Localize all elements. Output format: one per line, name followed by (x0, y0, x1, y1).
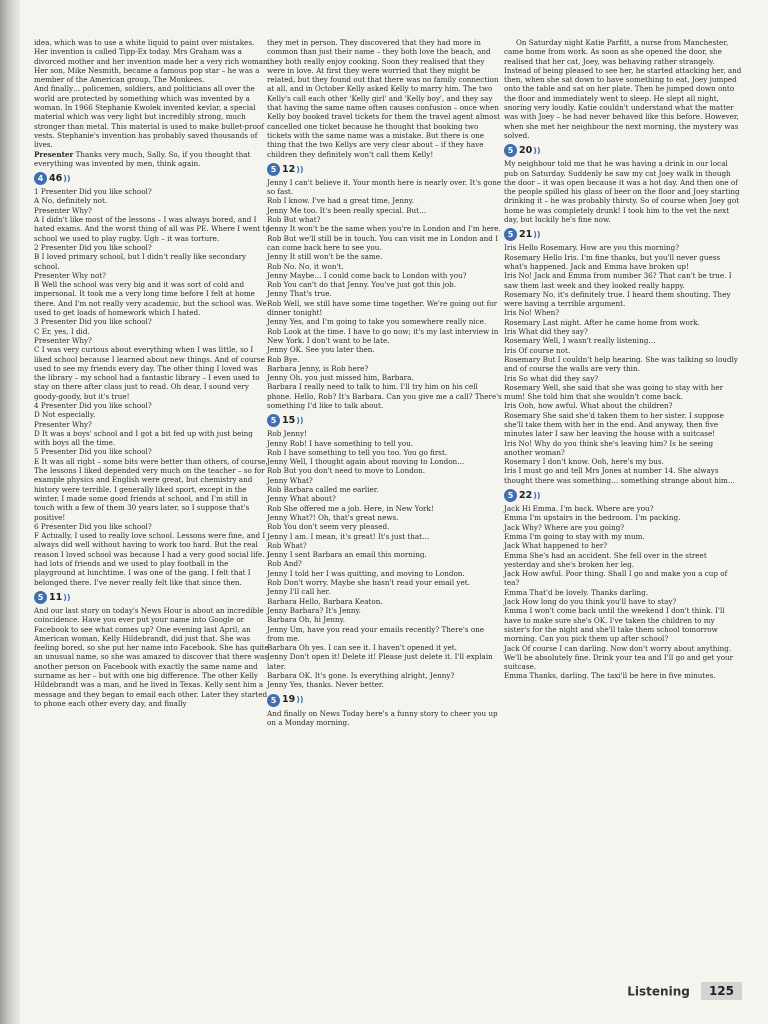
transcript-15: Rob Jenny! Jenny Rob! I have something to tell you. Rob I have something to tell you too. You go first. Jenny Well, I thought again about moving to London… Rob But you don't need to move to London. Jenny What? Rob Barbara called me earlier. Jenny What about? Rob She offered me a job. Here, in New York! Jenny What?! Oh, that's great news. Rob You don't seem very pleased. Jenny I am. I mean, it's great! It's just that… Rob What? Jenny I sent Barbara an email this morning. Rob And? Jenny I told her I was quitting, and moving to London. Rob Don't worry. Maybe she hasn't read your email yet. Jenny I'll call her. Barbara Hello, Barbara Keaton. Jenny Barbara? It's Jenny. Barbara Oh, hi Jenny. Jenny Um, have you read your emails recently? There's one from me. Barbara Oh yes. I can see it. I haven't opened it yet. Jenny Don't open it! Delete it! Please just delete it. I'll explain later. Barbara OK. It's gone. Is everything alright, Jenny? Jenny Yes, thanks. Never better. (267, 429, 493, 690)
unit-number: 5 (504, 228, 517, 241)
page-spine-shadow (0, 0, 20, 1024)
transcript-11-cont: they met in person. They discovered that they had more in common than just their name – they both love the beach, and they both really enjoy cooking. Soon they realised that they were in love. At first they were worried that they might be related, but they found out that there was no family connection at all, and in October Kelly asked Kelly to marry him. The two Kelly's call each other 'Kelly girl' and 'Kelly boy', and they say that having the same name often causes confusion – once when Kelly boy booked travel tickets for them the travel agent almost cancelled one ticket because he thought that booking two tickets with the same name was a mistake. But there is one thing that the two Kellys are very clear about – if they have children they definitely won't call them Kelly! (267, 38, 500, 159)
section-label: Listening (627, 984, 690, 998)
column-right (504, 38, 742, 681)
column-middle (267, 38, 503, 727)
transcript-20: My neighbour told me that he was having a drink in our local pub on Saturday. Suddenly he saw my cat Joey walk in though the door – it was open because it was a hot day. And then one of the people spilled his glass of beer on the floor and Joey starting drinking it – he was probably thirsty. So of course when Joey got home he was completely drunk! I took him to the vet the next day, but luckily he's fine now. (504, 159, 740, 225)
track-badge[interactable] (267, 414, 304, 427)
transcript-19-cont: On Saturday night Katie Parfitt, a nurse from Manchester, came home from work. As soon as she opened the door, she realised that her cat, Joey, was behaving rather strangely. Instead of being pleased to see her, he started attacking her, and then, when she sat down to have something to eat, Joey jumped onto the table and sat on her plate. Then he jumped down onto the floor and immediately went to sleep. He slept all night, snoring very loudly. Katie couldn't understand what the matter was with Joey – he had never behaved like this before. However, when she met her neighbour the next morning, the mystery was solved. (504, 38, 742, 140)
track-badge[interactable] (267, 163, 304, 176)
page-number: 125 (701, 982, 742, 1000)
audio-icon: )) (296, 416, 304, 426)
audio-icon: )) (533, 230, 541, 240)
transcript-19: And finally on News Today here's a funny story to cheer you up on a Monday morning. (267, 708, 498, 727)
unit-number: 5 (267, 414, 280, 427)
track-badge[interactable] (267, 694, 304, 707)
speaker-label: Presenter (34, 149, 74, 159)
text-block: idea, which was to use a white liquid to paint over mistakes. Her invention is called Tipp-Ex today. Mrs Graham was a divorced mother and her invention made her a very rich woman. Her son, Mike Nesmith, became a famous pop star – he was a member of the American group, The Monkees. And finally… policemen, soldiers, and politicians all over the world are protected by something which was invented by a woman. In 1966 Stephanie Kwolek invented kevlar, a special material which was very light but incredibly strong, much stronger than metal. This material is used to make bullet-proof vests. Stephanie's invention has probably saved thousands of lives. (34, 38, 270, 150)
track-number: 46 (49, 173, 63, 184)
track-badge[interactable] (34, 591, 71, 604)
track-number: 19 (282, 694, 296, 706)
audio-icon: )) (63, 592, 71, 602)
speech-line: Thanks very much, Sally. So, if you thought that everything was invented by men, think again. (34, 149, 251, 168)
audio-icon: )) (296, 164, 304, 174)
transcript-11: And our last story on today's News Hour is about an incredible coincidence. Have you ever put your name into Google or Facebook to see what comes up? One evening last April, an American woman, Kelly Hildebrandt, did just that. She was feeling bored, so she put her name into Facebook. She has quite an unusual name, so she was amazed to discover that there was another person on Facebook with exactly the same name and surname as her – but with one big difference. The other Kelly Hildebrandt was a man, and he lived in Texas. Kelly sent him a message and they began to email each other. Later they started to phone each other every day, and finally (34, 605, 269, 708)
track-badge[interactable] (504, 144, 541, 157)
track-number: 20 (519, 145, 533, 157)
transcript-22: Jack Hi Emma. I'm back. Where are you? Emma I'm upstairs in the bedroom. I'm packing. Jack Why? Where are you going? Emma I'm going to stay with my mum. Jack What happened to her? Emma She's had an accident. She fell over in the street yesterday and she's broken her leg. Jack How awful. Poor thing. Shall I go and make you a cup of tea? Emma That'd be lovely. Thanks darling. Jack How long do you think you'll have to stay? Emma I won't come back until the weekend I don't think. I'll have to make sure she's OK. I've taken the children to my sister's for the night and she'll take them school tomorrow morning. Can you pick them up after school? Jack Of course I can darling. Now don't worry about anything. We'll be absolutely fine. Drink your tea and I'll go and get your suitcase. Emma Thanks, darling. The taxi'll be here in five minutes. (504, 504, 734, 681)
audio-icon: )) (533, 146, 541, 156)
track-badge[interactable] (34, 172, 71, 185)
audio-icon: )) (296, 695, 304, 705)
audio-icon: )) (533, 490, 541, 500)
unit-number: 5 (34, 591, 47, 604)
track-number: 12 (282, 163, 296, 175)
track-number: 15 (282, 415, 296, 427)
unit-number: 5 (504, 489, 517, 502)
track-number: 21 (519, 229, 533, 241)
track-badge[interactable] (504, 228, 541, 241)
unit-number: 5 (504, 144, 517, 157)
unit-number: 5 (267, 163, 280, 176)
audio-icon: )) (63, 174, 71, 183)
presenter-remark (34, 150, 270, 169)
transcript-12: Jenny I can't believe it. Your month here is nearly over. It's gone so fast. Rob I know. I've had a great time, Jenny. Jenny Me too. It's been really special. But… Rob But what? Jenny It won't be the same when you're in London and I'm here. Rob But we'll still be in touch. You can visit me in London and I can come back here to see you. Jenny It still won't be the same. Rob No. No, it won't. Jenny Maybe… I could come back to London with you? Rob You can't do that Jenny. You've just got this job. Jenny That's true. Rob Well, we still have some time together. We're going out for dinner tonight! Jenny Yes, and I'm going to take you somewhere really nice. Rob Look at the time. I have to go now; it's my last interview in New York. I don't want to be late. Jenny OK. See you later then. Rob Bye. Barbara Jenny, is Rob here? Jenny Oh, you just missed him, Barbara. Barbara I really need to talk to him. I'll try him on his cell phone. Hello, Rob? It's Barbara. Can you give me a call? There's something I'd like to talk about. (267, 177, 502, 410)
unit-number: 5 (267, 694, 280, 707)
unit-number: 4 (34, 172, 47, 185)
page-footer (627, 981, 742, 1001)
column-left (34, 38, 270, 708)
transcript-46: 1 Presenter Did you like school? A No, definitely not. Presenter Why? A I didn't like most of the lessons – I was always bored, and I hated exams. And the worst thing of all was PE. Where I went to school we used to play rugby. Ugh – it was torture. 2 Presenter Did you like school? B I loved primary school, but I didn't really like secondary school. Presenter Why not? B Well the school was very big and it was sort of cold and impersonal. It took me a very long time before I felt at home there. And I'm not really very academic, but the school was. We used to get loads of homework which I hated. 3 Presenter Did you like school? C Er, yes, I did. Presenter Why? C I was very curious about everything when I was little, so I liked school because I learned about new things. And of course I used to see my friends every day. The other thing I loved was the library – my school had a fantastic library – I even used to stay on there after class just to read. Oh dear, I sound very goody-goody, but it's true! 4 Presenter Did you like school? D Not especially. Presenter Why? D It was a boys' school and I got a bit fed up with just being with boys all the time. 5 Presenter Did you like school? E It was all right – some bits were better than others, of course. The lessons I liked depended very much on the teacher – so for example physics and English were great, but chemistry and history were terrible. I generally liked sport, except in the winter. I made some good friends at school, and I'm still in touch with a few of them 30 years later, so I suppose that's positive! 6 Presenter Did you like school? F Actually, I used to really love school. Lessons were fine, and I always did well without having to work too hard. But the real reason I loved school was because I had a very good social life. I had lots of friends and we used to play football in the playground at lunchtime. I was one of the gang. I felt that I belonged there. I've never really felt like that since then. (34, 187, 270, 587)
transcript-21: Iris Hello Rosemary. How are you this morning? Rosemary Hello Iris. I'm fine thanks, but you'll never guess what's happened. Jack and Emma have broken up! Iris No! Jack and Emma from number 36? That can't be true. I saw them last week and they looked really happy. Rosemary No, it's definitely true. I heard them shouting. They were having a terrible argument. Iris No! When? Rosemary Last night. After he came home from work. Iris What did they say? Rosemary Well, I wasn't really listening… Iris Of course not. Rosemary But I couldn't help hearing. She was talking so loudly and of course the walls are very thin. Iris So what did they say? Rosemary Well, she said that she was going to stay with her mum! She told him that she wouldn't come back. Iris Ooh, how awful. What about the children? Rosemary She said she'd taken them to her sister. I suppose she'll take them with her in the end. And anyway, then five minutes later I saw her leaving the house with a suitcase! Iris No! Why do you think she's leaving him? Is he seeing another woman? Rosemary I don't know. Ooh, here's my bus. Iris I must go and tell Mrs Jones at number 14. She always thought there was something… something strange about him… (504, 243, 738, 485)
track-number: 11 (49, 591, 63, 603)
track-badge[interactable] (504, 489, 541, 502)
track-number: 22 (519, 489, 533, 501)
